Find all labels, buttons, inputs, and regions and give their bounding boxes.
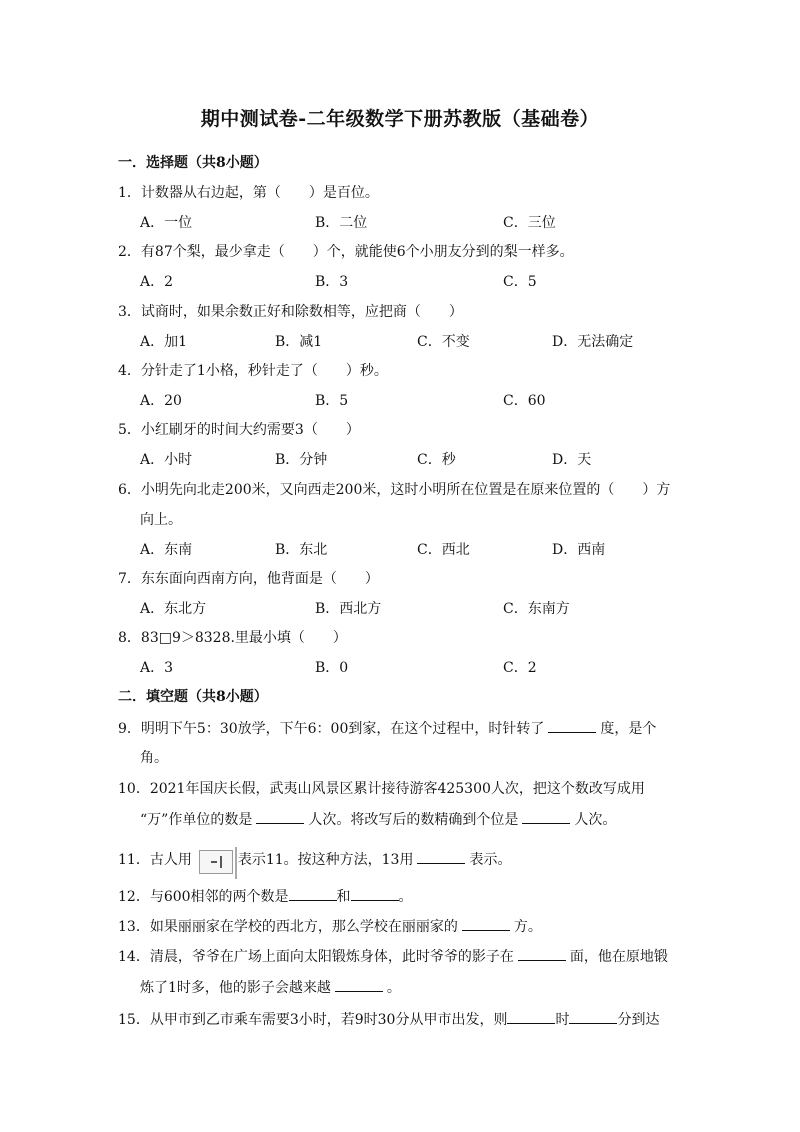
q11-blank[interactable] <box>417 849 465 864</box>
q12-blank-2[interactable] <box>351 886 399 901</box>
section-heading-fill: 二．填空题（共8小题） <box>118 689 268 705</box>
q7-option-a: A．东北方 <box>140 601 207 617</box>
question-12 <box>118 886 413 907</box>
question-10-continued <box>140 809 616 830</box>
question-14 <box>118 946 668 967</box>
question-1: 1．计数器从右边起，第（ ）是百位。 <box>118 185 379 201</box>
q15-text-c: 分到达 <box>617 1012 660 1028</box>
q4-option-c: C．60 <box>503 393 546 409</box>
q9-text-a: 9．明明下午5：30放学，下午6：00到家，在这个过程中，时针转了 <box>118 721 545 737</box>
q9-text-b: 度，是个 <box>600 721 657 737</box>
q1-option-c: C．三位 <box>503 215 556 231</box>
q10-text-a: “万”作单位的数是 <box>140 812 253 828</box>
page-title: 期中测试卷-二年级数学下册苏教版（基础卷） <box>200 108 600 130</box>
q14-text-c: 炼了1时多，他的影子会越来越 <box>140 980 331 996</box>
q14-text-a: 14．清晨，爷爷在广场上面向太阳锻炼身体，此时爷爷的影子在 <box>118 949 514 965</box>
q5-option-d: D．天 <box>552 452 592 468</box>
q9-blank-degrees[interactable] <box>548 718 596 733</box>
q11-text-c: 表示。 <box>469 852 512 868</box>
question-6: 6．小明先向北走200米，又向西走200米，这时小明所在位置是在原来位置的（ ）方 <box>118 482 671 498</box>
question-15 <box>118 1009 659 1030</box>
question-9 <box>118 718 656 739</box>
counting-rod-figure <box>198 847 234 873</box>
q6-option-b: B．东北 <box>275 542 328 558</box>
q14-blank-2[interactable] <box>335 977 383 992</box>
q15-blank-hour[interactable] <box>507 1009 555 1024</box>
question-2: 2．有87个梨，最少拿走（ ）个，就能使6个小朋友分到的梨一样多。 <box>118 244 574 260</box>
question-4: 4．分针走了1小格，秒针走了（ ）秒。 <box>118 363 388 379</box>
q11-text-b: 表示11。按这种方法，13用 <box>237 852 414 868</box>
q14-text-b: 面，他在原地锻 <box>569 949 668 965</box>
q3-option-c: C．不变 <box>417 334 470 350</box>
question-3: 3．试商时，如果余数正好和除数相等，应把商（ ） <box>118 304 463 320</box>
q15-text-a: 15．从甲市到乙市乘车需要3小时，若9时30分从甲市出发，则 <box>118 1012 508 1028</box>
q3-option-d: D．无法确定 <box>552 334 634 350</box>
q6-option-a: A．东南 <box>140 542 193 558</box>
q2-option-b: B．3 <box>315 274 349 290</box>
question-7: 7．东东面向西南方向，他背面是（ ） <box>118 571 379 587</box>
question-14-continued <box>140 977 401 998</box>
question-10: 10．2021年国庆长假，武夷山风景区累计接待游客425300人次，把这个数改写成用 <box>118 781 645 797</box>
q5-option-c: C．秒 <box>417 452 456 468</box>
q3-option-a: A．加1 <box>140 334 188 350</box>
q2-option-a: A．2 <box>140 274 174 290</box>
question-9-continued: 角。 <box>140 750 168 766</box>
q7-option-b: B．西北方 <box>315 601 382 617</box>
q12-blank-1[interactable] <box>289 886 337 901</box>
q10-blank-wan[interactable] <box>256 809 304 824</box>
q1-option-b: B．二位 <box>315 215 368 231</box>
q13-blank[interactable] <box>462 916 510 931</box>
q5-option-a: A．小时 <box>140 452 193 468</box>
q6-option-c: C．西北 <box>417 542 470 558</box>
q12-text-c: 。 <box>398 889 413 905</box>
q10-blank-rounded[interactable] <box>522 809 570 824</box>
section-heading-choice: 一．选择题（共8小题） <box>118 155 268 171</box>
q7-option-c: C．东南方 <box>503 601 570 617</box>
q6-option-d: D．西南 <box>552 542 606 558</box>
q15-text-b: 时 <box>555 1012 570 1028</box>
q13-text-a: 13．如果丽丽家在学校的西北方，那么学校在丽丽家的 <box>118 919 458 935</box>
question-6-continued: 向上。 <box>140 512 182 528</box>
q13-text-b: 方。 <box>513 919 542 935</box>
q2-option-c: C．5 <box>503 274 537 290</box>
q10-text-c: 人次。 <box>574 812 617 828</box>
q15-blank-minute[interactable] <box>569 1009 617 1024</box>
question-8: 8．83□9＞8328.里最小填（ ） <box>118 630 347 646</box>
q14-blank-1[interactable] <box>518 946 566 961</box>
q4-option-a: A．20 <box>140 393 182 409</box>
q14-text-d: 。 <box>386 980 401 996</box>
question-13 <box>118 916 542 937</box>
q8-option-a: A．3 <box>140 660 174 676</box>
q8-option-b: B．0 <box>315 660 349 676</box>
q4-option-b: B．5 <box>315 393 349 409</box>
q12-text-a: 12．与600相邻的两个数是 <box>118 889 289 905</box>
q12-text-b: 和 <box>336 889 351 905</box>
q5-option-b: B．分钟 <box>275 452 328 468</box>
q10-text-b: 人次。将改写后的数精确到个位是 <box>308 812 519 828</box>
q3-option-b: B．减1 <box>275 334 323 350</box>
q8-option-c: C．2 <box>503 660 537 676</box>
question-11 <box>118 847 511 873</box>
q11-text-a: 11．古人用 <box>118 852 192 868</box>
question-5: 5．小红刷牙的时间大约需要3（ ） <box>118 422 360 438</box>
q1-option-a: A．一位 <box>140 215 193 231</box>
